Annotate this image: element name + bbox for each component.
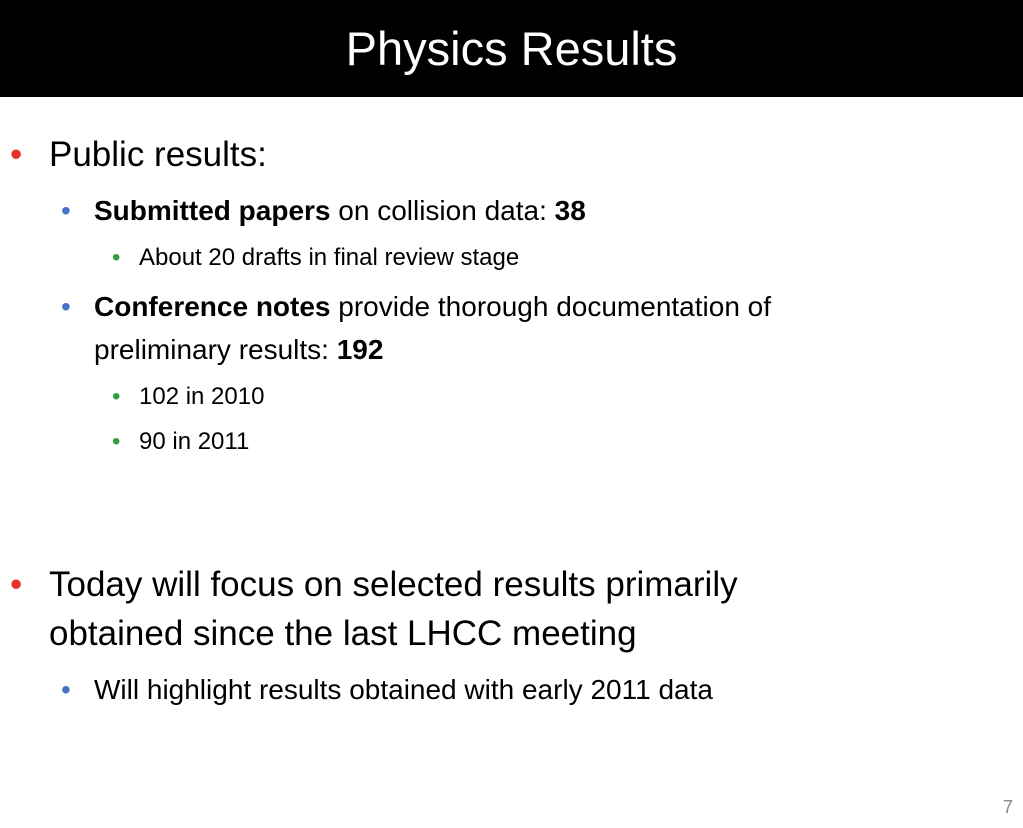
today-focus-line2: obtained since the last LHCC meeting	[49, 614, 637, 653]
bullet-icon: •	[61, 195, 71, 226]
bullet-2011: 90 in 2011	[139, 428, 250, 455]
page-number: 7	[1002, 797, 1013, 817]
conference-notes-count: 192	[336, 334, 384, 365]
submitted-papers-label: Submitted papers	[94, 195, 331, 226]
bullet-icon: •	[61, 674, 71, 705]
bullet-highlight: Will highlight results obtained with early 2011 data	[94, 674, 713, 705]
bullet-drafts: About 20 drafts in final review stage	[139, 244, 520, 271]
submitted-papers-count: 38	[554, 195, 586, 226]
bullet-2010: 102 in 2010	[139, 383, 265, 410]
slide-title: Physics Results	[345, 22, 678, 75]
bullet-icon: •	[10, 565, 23, 604]
bullet-icon: •	[112, 244, 121, 271]
conference-notes-line2: preliminary results: 192	[94, 334, 384, 365]
bullet-icon: •	[112, 428, 121, 455]
bullet-today-focus: Today will focus on selected results primarily	[49, 565, 738, 604]
bullet-icon: •	[10, 135, 23, 174]
bullet-icon: •	[112, 383, 121, 410]
bullet-public-results: Public results:	[49, 135, 267, 174]
bullet-icon: •	[61, 291, 71, 322]
bullet-conference-notes: Conference notes provide thorough documentation of	[94, 291, 772, 322]
conference-notes-label: Conference notes	[94, 291, 331, 322]
bullet-submitted-papers: Submitted papers on collision data: 38	[94, 195, 586, 226]
